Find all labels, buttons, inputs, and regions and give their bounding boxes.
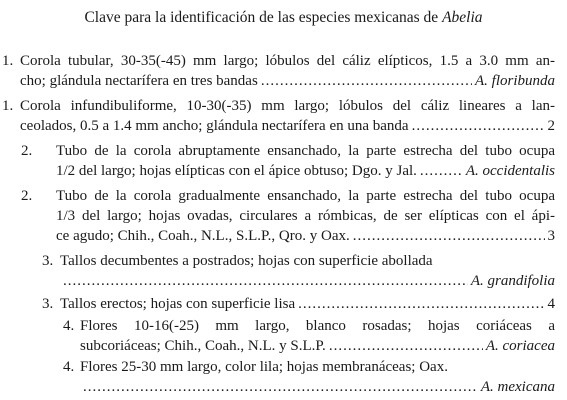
couplet-lead-line	[60, 271, 555, 291]
leader-dots	[420, 161, 463, 181]
couplet-lead-line	[20, 116, 555, 136]
key-couplet	[60, 294, 555, 314]
couplet-result-step: 4	[547, 296, 555, 312]
couplet-lead-line	[80, 377, 555, 397]
couplet-result-species: A. mexicana	[480, 379, 555, 395]
couplet-text-line: Tubo de la corola gradualmente ensanchado, la parte estrecha del tubo ocupa	[56, 188, 555, 204]
key-title	[0, 8, 567, 28]
key-couplet	[56, 186, 555, 246]
couplet-text-line: 1/3 del largo; hojas ovadas, circulares a rómbicas, de ser elípticas con el ápi-	[56, 208, 555, 224]
key-title-genus: Abelia	[442, 9, 483, 26]
couplet-text-line: Corola tubular, 30-35(-45) mm largo; lóbulos del cáliz elípticos, 1.5 a 3.0 mm an-	[20, 53, 555, 69]
couplet-number: 3.	[42, 253, 54, 269]
couplet-text-line: Tallos decumbentes a postrados; hojas con superficie abollada	[60, 253, 433, 269]
leader-dots	[353, 226, 545, 246]
couplet-text-line: ce agudo; Chih., Coah., N.L., S.L.P., Qro. y Oax.	[56, 228, 350, 244]
couplet-result-species: A. coriacea	[485, 338, 555, 354]
couplet-text-line: 1/2 del largo; hojas elípticas con el ápice obtuso; Dgo. y Jal.	[56, 163, 417, 179]
key-couplet	[20, 51, 555, 91]
couplet-lead-line	[80, 336, 555, 356]
leader-dots	[412, 116, 545, 136]
couplet-text-line: ceolados, 0.5 a 1.4 mm ancho; glándula nectarífera en una banda	[20, 118, 409, 134]
couplet-number: 4.	[63, 359, 75, 375]
leader-dots	[261, 71, 472, 91]
couplet-lead-line	[20, 71, 555, 91]
couplet-number: 1.	[2, 53, 14, 69]
couplet-result-species: A. grandifolia	[470, 273, 555, 289]
couplet-result-species: A. floribunda	[474, 73, 555, 89]
couplet-number: 1.	[2, 98, 14, 114]
couplet-text-line: Corola infundibuliforme, 10-30(-35) mm largo; lóbulos del cáliz lineares a lan-	[20, 98, 555, 114]
key-couplet	[60, 251, 555, 291]
couplet-number: 4.	[63, 318, 75, 334]
couplet-result-step: 2	[547, 118, 555, 134]
couplet-result-step: 3	[547, 228, 555, 244]
couplet-lead-line	[60, 294, 555, 314]
couplet-number: 3.	[42, 296, 54, 312]
couplet-text-line: Tallos erectos; hojas con superficie lisa	[60, 296, 296, 312]
key-title-text: Clave para la identificación de las especies mexicanas de	[84, 9, 439, 26]
key-couplet	[80, 316, 555, 356]
couplet-text-line: cho; glándula nectarífera en tres bandas	[20, 73, 258, 89]
couplet-number: 2.	[21, 188, 33, 204]
leader-dots	[329, 336, 483, 356]
key-couplet	[80, 357, 555, 397]
couplet-text-line: subcoriáceas; Chih., Coah., N.L. y S.L.P.	[80, 338, 326, 354]
leader-dots	[63, 271, 468, 291]
couplet-text-line: Flores 10-16(-25) mm largo, blanco rosadas; hojas coriáceas a	[80, 318, 555, 334]
couplet-lead-line	[56, 226, 555, 246]
couplet-number: 2.	[21, 143, 33, 159]
key-couplet	[20, 96, 555, 136]
couplet-text-line: Flores 25-30 mm largo, color lila; hojas membranáceas; Oax.	[80, 359, 448, 375]
couplet-lead-line	[56, 161, 555, 181]
key-couplet	[56, 141, 555, 181]
leader-dots	[83, 377, 478, 397]
leader-dots	[298, 294, 544, 314]
couplet-text-line: Tubo de la corola abruptamente ensanchado, la parte estrecha del tubo ocupa	[56, 143, 555, 159]
couplet-result-species: A. occidentalis	[465, 163, 555, 179]
